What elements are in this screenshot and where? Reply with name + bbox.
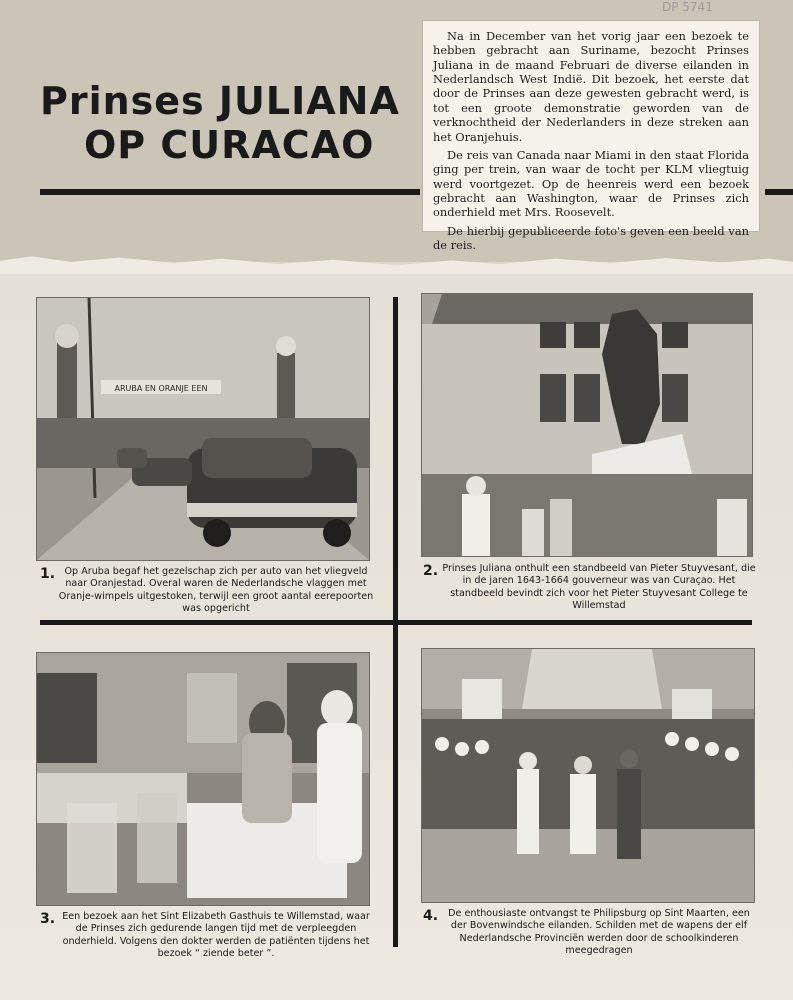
archive-stamp: DP 5741 <box>662 0 713 14</box>
caption-number-4: 4. <box>423 908 439 924</box>
photo-aruba-motorcade <box>36 297 370 561</box>
intro-paragraph-2: De reis van Canada naar Miami in den staat Florida ging per trein, van waar de tocht per KLM vliegtuig werd voortgezet. Op de heenreis werd een bezoek gebracht aan Washington, waar de Prinses zich onderhield met Mrs. Roosevelt. <box>433 147 749 220</box>
aruba-banner-text: ARUBA EN ORANJE EEN <box>114 384 208 393</box>
caption-1: Op Aruba begaf het gezelschap zich per auto van het vliegveld naar Oranjestad. Overal waren de Nederlandsche vlaggen met Oranje-wimpels uitgestoken, terwijl een groot aantal eerepoorten was opgericht <box>58 566 374 614</box>
caption-3: Een bezoek aan het Sint Elizabeth Gasthuis te Willemstad, waar de Prinses zich gedurende langen tijd met de verpleegden onderhield. Volgens den dokter werden de patiënten tijdens het bezoek “ ziende beter ”. <box>62 911 370 959</box>
intro-paragraph-1: Na in December van het vorig jaar een bezoek te hebben gebracht aan Suriname, bezocht Prinses Juliana in de maand Februari de diverse eilanden in Nederlandsch West Indië. Dit bezoek, het eerste dat door de Prinses aan deze gewesten gebracht werd, is tot een groote demonstratie geworden van de verknochtheid der Nederlanders in deze streken aan het Oranjehuis. <box>433 29 749 144</box>
caption-number-2: 2. <box>423 563 439 579</box>
title-rule-right <box>765 189 793 195</box>
intro-article <box>422 20 760 253</box>
caption-4: De enthousiaste ontvangst te Philipsburg op Sint Maarten, een der Bovenwindsche eilanden. Schilden met de wapens der elf Nederlandsche Provinciën werden door de schoolkinderen meegedragen <box>448 908 750 956</box>
photo-philipsburg-reception <box>421 648 755 903</box>
caption-number-3: 3. <box>40 911 56 927</box>
intro-paragraph-3: De hierbij gepubliceerde foto's geven een beeld van de reis. <box>433 223 749 253</box>
photo-hospital-visit <box>36 652 370 906</box>
caption-2: Prinses Juliana onthult een standbeeld van Pieter Stuyvesant, die in de jaren 1643-1664 gouverneur was van Curaçao. Het standbeeld bevindt zich voor het Pieter Stuyvesant College te Willemstad <box>442 563 756 611</box>
photo-grid-divider-horizontal <box>40 620 752 625</box>
page-title <box>40 80 400 167</box>
title-rule <box>40 189 420 195</box>
caption-number-1: 1. <box>40 566 56 582</box>
title-line-2: OP CURACAO <box>84 122 375 167</box>
title-line-1: Prinses JULIANA <box>40 79 400 123</box>
photo-stuyvesant-statue <box>421 293 753 557</box>
